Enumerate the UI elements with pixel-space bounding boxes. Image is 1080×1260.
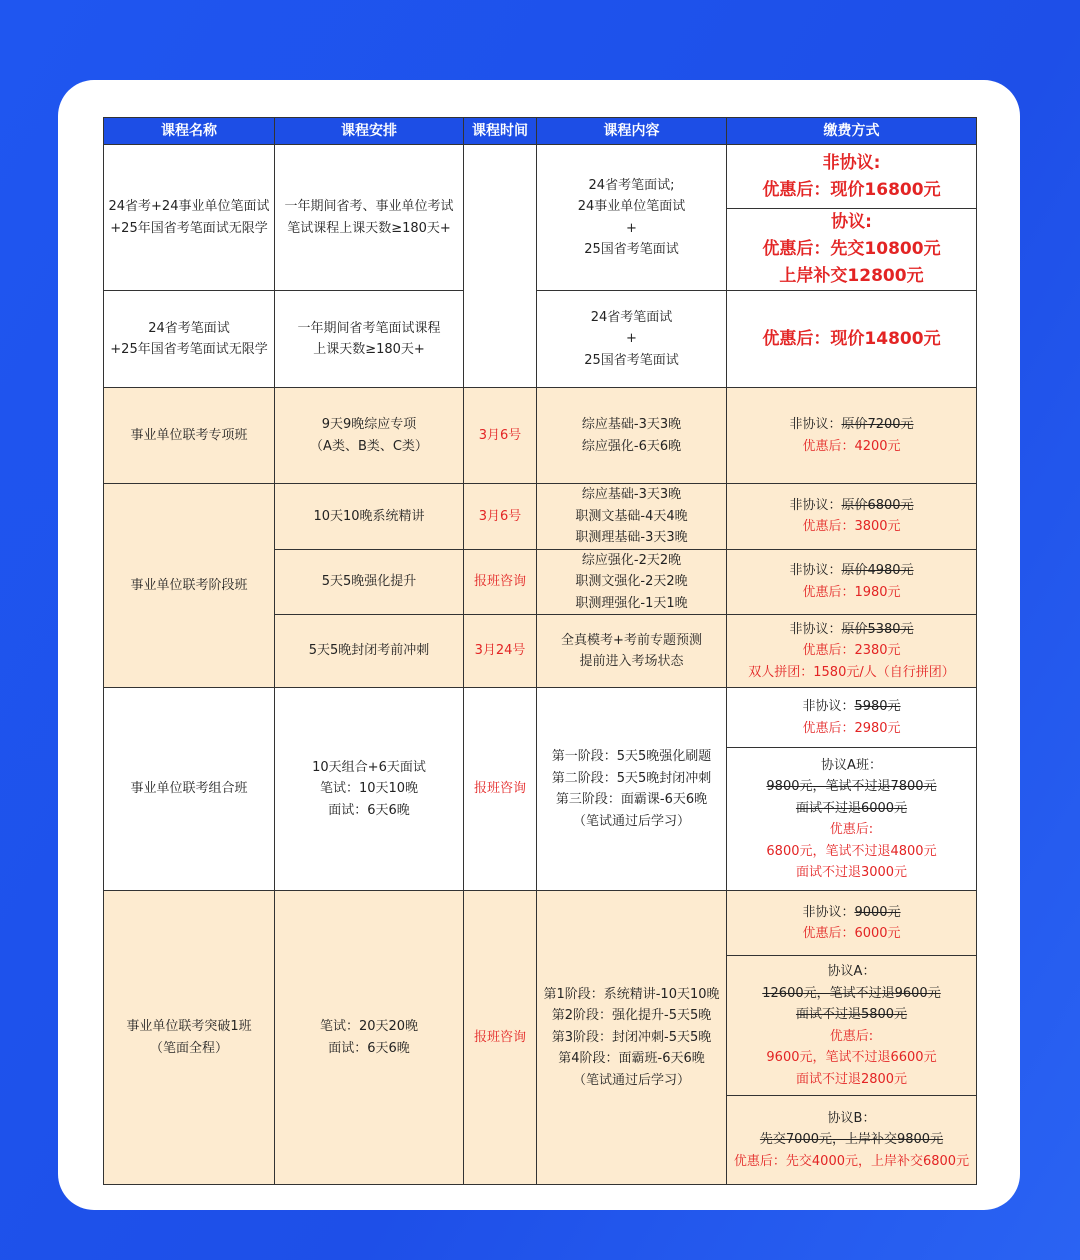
header-course-schedule: 课程安排 — [275, 118, 464, 145]
course-content-cell: 综应强化-2天2晚 职测文强化-2天2晚 职测理强化-1天1晚 — [537, 549, 727, 615]
table-row — [104, 688, 977, 748]
payment-cell: 协议A： 12600元，笔试不过退9600元 面试不过退5800元 优惠后: 9600元，笔试不过退6600元 面试不过退2800元 — [727, 956, 977, 1096]
course-schedule-cell: 9天9晚综应专项 （A类、B类、C类） — [275, 388, 464, 484]
table-row — [104, 145, 977, 209]
course-time-cell: 3月6号 — [464, 484, 537, 550]
payment-cell: 非协议：原价7200元 优惠后：4200元 — [727, 388, 977, 484]
course-content-cell: 第一阶段：5天5晚强化刷题 第二阶段：5天5晚封闭冲刺 第三阶段：面霸课-6天6晚 （笔试通过后学习） — [537, 688, 727, 891]
course-time-cell: 3月6号 — [464, 388, 537, 484]
course-content-cell: 全真模考+考前专题预测 提前进入考场状态 — [537, 615, 727, 688]
course-name-cell: 事业单位联考组合班 — [104, 688, 275, 891]
course-name-cell: 24省考+24事业单位笔面试 +25年国省考笔面试无限学 — [104, 145, 275, 291]
course-time-cell: 报班咨询 — [464, 688, 537, 891]
course-name-cell: 事业单位联考专项班 — [104, 388, 275, 484]
course-time-cell: 3月24号 — [464, 615, 537, 688]
course-content-cell: 24省考笔面试; 24事业单位笔面试 + 25国省考笔面试 — [537, 145, 727, 291]
course-schedule-cell: 笔试：20天20晚 面试：6天6晚 — [275, 891, 464, 1185]
course-schedule-cell: 5天5晚封闭考前冲刺 — [275, 615, 464, 688]
table-row — [104, 484, 977, 550]
payment-cell: 优惠后：现价14800元 — [727, 291, 977, 388]
course-content-cell: 24省考笔面试 + 25国省考笔面试 — [537, 291, 727, 388]
header-payment: 缴费方式 — [727, 118, 977, 145]
payment-cell: 非协议：9000元 优惠后：6000元 — [727, 891, 977, 956]
payment-cell: 协议B： 先交7000元，上岸补交9800元 优惠后：先交4000元，上岸补交6800元 — [727, 1096, 977, 1185]
course-content-cell: 综应基础-3天3晚 职测文基础-4天4晚 职测理基础-3天3晚 — [537, 484, 727, 550]
course-content-cell: 综应基础-3天3晚 综应强化-6天6晚 — [537, 388, 727, 484]
payment-cell: 非协议：原价5380元 优惠后：2380元 双人拼团：1580元/人（自行拼团） — [727, 615, 977, 688]
course-name-cell: 事业单位联考阶段班 — [104, 484, 275, 688]
course-schedule-cell: 5天5晚强化提升 — [275, 549, 464, 615]
table-row — [104, 891, 977, 956]
course-name-cell: 24省考笔面试 +25年国省考笔面试无限学 — [104, 291, 275, 388]
table-row — [104, 291, 977, 388]
course-schedule-cell: 一年期间省考、事业单位考试 笔试课程上课天数≥180天+ — [275, 145, 464, 291]
course-time-cell: 报班咨询 — [464, 891, 537, 1185]
payment-cell: 非协议：5980元 优惠后：2980元 — [727, 688, 977, 748]
course-content-cell: 第1阶段：系统精讲-10天10晚 第2阶段：强化提升-5天5晚 第3阶段：封闭冲刺-5天5晚 第4阶段：面霸班-6天6晚 （笔试通过后学习） — [537, 891, 727, 1185]
course-schedule-cell: 10天组合+6天面试 笔试：10天10晚 面试：6天6晚 — [275, 688, 464, 891]
course-schedule-cell: 一年期间省考笔面试课程 上课天数≥180天+ — [275, 291, 464, 388]
header-course-content: 课程内容 — [537, 118, 727, 145]
payment-cell: 非协议: 优惠后：现价16800元 — [727, 145, 977, 209]
header-row — [104, 118, 977, 145]
course-table — [103, 117, 977, 1185]
payment-cell: 协议A班： 9800元，笔试不过退7800元 面试不过退6000元 优惠后: 6800元，笔试不过退4800元 面试不过退3000元 — [727, 748, 977, 891]
header-course-time: 课程时间 — [464, 118, 537, 145]
table-row — [104, 388, 977, 484]
header-course-name: 课程名称 — [104, 118, 275, 145]
course-name-cell: 事业单位联考突破1班 （笔面全程） — [104, 891, 275, 1185]
payment-cell: 非协议：原价4980元 优惠后：1980元 — [727, 549, 977, 615]
course-schedule-cell: 10天10晚系统精讲 — [275, 484, 464, 550]
course-time-cell: 报班咨询 — [464, 549, 537, 615]
payment-cell: 非协议：原价6800元 优惠后：3800元 — [727, 484, 977, 550]
payment-cell: 协议: 优惠后：先交10800元 上岸补交12800元 — [727, 209, 977, 291]
course-time-cell — [464, 145, 537, 388]
